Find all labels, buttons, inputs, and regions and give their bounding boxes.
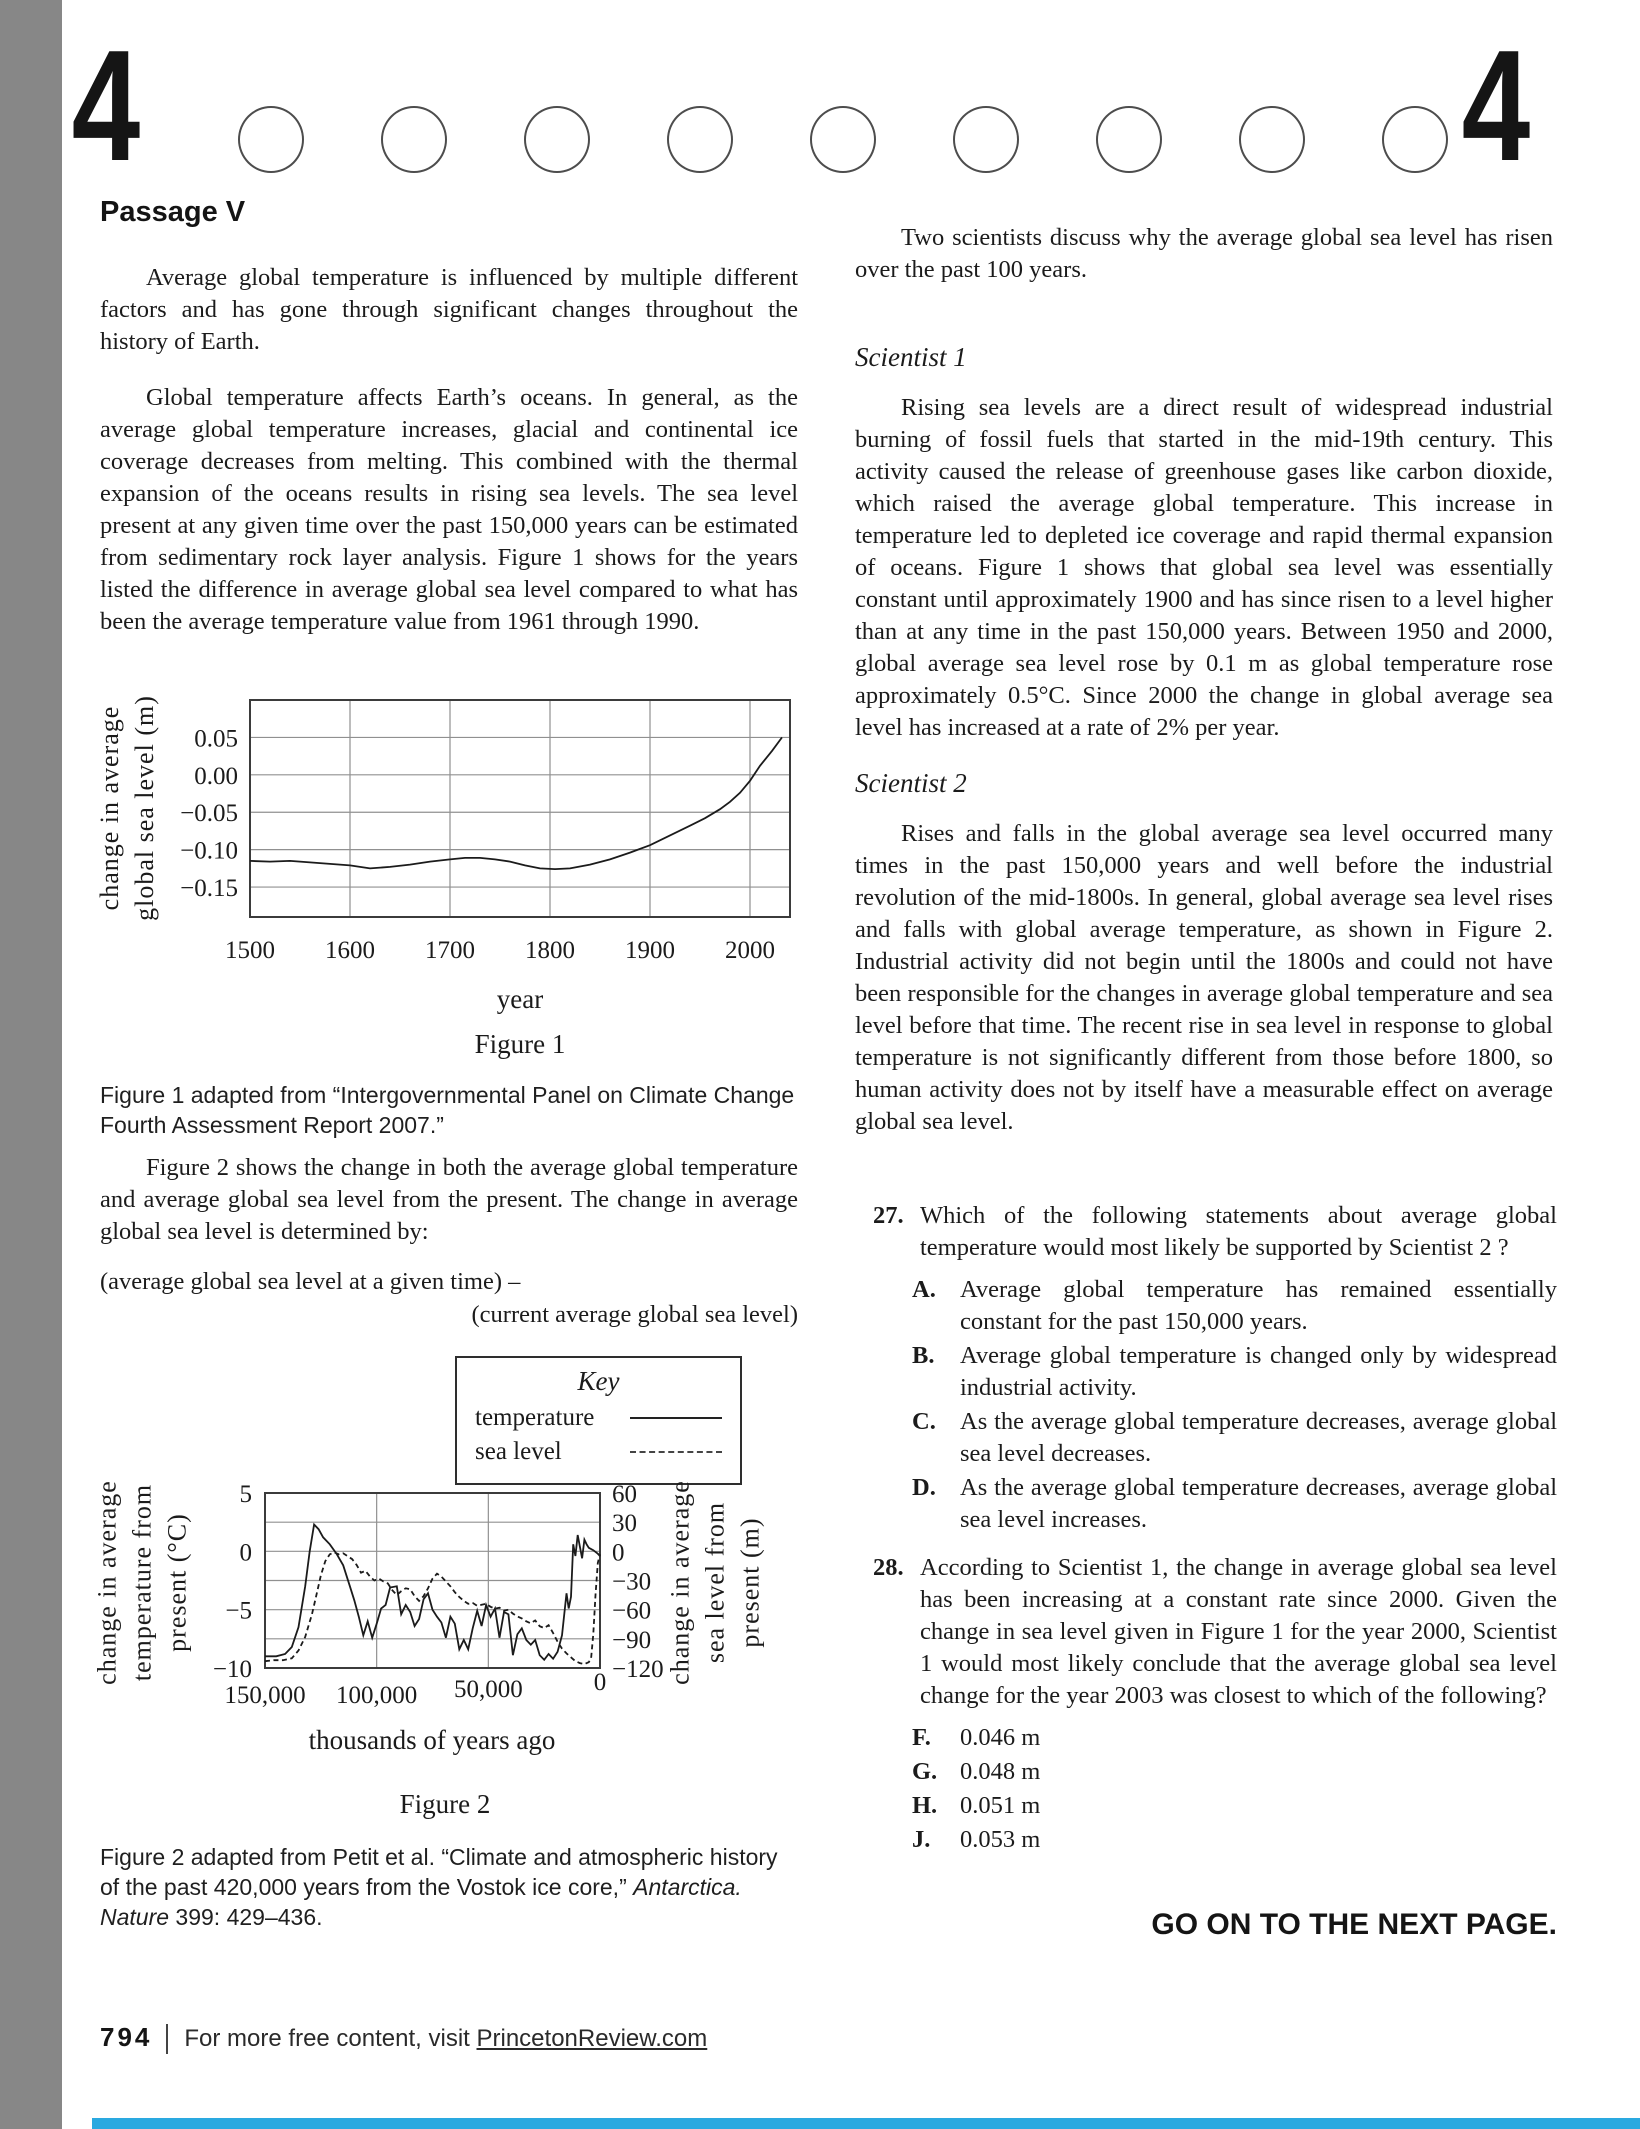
svg-text:100,000: 100,000 [336, 1682, 418, 1709]
answer-bubble [238, 106, 304, 173]
formula-line-2: (current average global sea level) [471, 1301, 798, 1328]
figure2-left-axis-line3: present (°C) [162, 1513, 192, 1652]
svg-text:1800: 1800 [525, 937, 575, 964]
choice-27-A [855, 1274, 1557, 1338]
answer-bubble [1239, 106, 1305, 173]
question-27-stem [855, 1200, 1557, 1264]
figure1-line-chart [100, 690, 800, 980]
go-on-instruction: GO ON TO THE NEXT PAGE. [1151, 1908, 1557, 1941]
svg-text:−60: −60 [612, 1597, 652, 1625]
figure1-y-axis-label-line2: global sea level (m) [130, 695, 159, 921]
figure1-y-axis-label-line1: change in average [95, 705, 124, 911]
formula-line-1: (average global sea level at a given time) – [100, 1268, 521, 1295]
scientist2-heading: Scientist 2 [855, 768, 967, 798]
svg-text:−10: −10 [212, 1656, 252, 1683]
choice-27-C-letter: C. [912, 1408, 936, 1435]
legend-label-temperature: temperature [475, 1404, 595, 1431]
answer-bubble [1096, 106, 1162, 173]
figure2-source-italic: Antarctica. Nature [100, 1874, 742, 1930]
svg-text:1900: 1900 [625, 937, 675, 964]
solid-line-sample-icon [630, 1417, 722, 1419]
passage-paragraph-2: Global temperature affects Earth’s oceans. In general, as the average global temperature increases, glacial and continental ice coverage decreases from melting. This combined with the thermal expansion of the oceans results in rising sea levels. The sea level present at any given time over the past 150,000 years can be estimated from sedimentary rock layer analysis. Figure 1 shows for the years listed the difference in average global sea level compared to what has been the average temperature value from 1961 through 1990. [100, 384, 798, 635]
answer-bubble [524, 106, 590, 173]
figure2-right-axis-line1: change in average [665, 1480, 695, 1685]
question-28-number: 28. [873, 1554, 904, 1581]
figure2-left-axis-line1: change in average [92, 1480, 122, 1685]
svg-text:5: 5 [239, 1483, 252, 1508]
question-27-number: 27. [873, 1202, 904, 1229]
choice-28-F-letter: F. [912, 1724, 931, 1751]
figure2-caption: Figure 2 [399, 1789, 491, 1819]
svg-text:0.00: 0.00 [194, 762, 238, 790]
page-number: 794 [100, 2022, 153, 2052]
answer-bubble [667, 106, 733, 173]
figure2-right-axis-label [663, 1423, 768, 1743]
svg-text:2000: 2000 [725, 937, 775, 964]
choice-27-B [855, 1340, 1557, 1404]
choice-28-H-letter: H. [912, 1792, 938, 1819]
section-number-right: 4 [1461, 18, 1531, 194]
choice-28-G-text: 0.048 m [960, 1758, 1041, 1785]
figure1-source-note: Figure 1 adapted from “Intergovernmental Panel on Climate Change Fourth Assessment Report 2007.” [100, 1082, 795, 1138]
footer-link[interactable]: PrincetonReview.com [476, 2025, 708, 2052]
section-number-left: 4 [71, 18, 141, 194]
figure1-caption: Figure 1 [474, 1029, 566, 1059]
bottom-accent-bar [92, 2118, 1640, 2129]
question-27 [855, 1200, 1557, 1536]
answer-bubble [381, 106, 447, 173]
scientists-intro: Two scientists discuss why the average global sea level has risen over the past 100 years. [855, 224, 1553, 283]
svg-text:50,000: 50,000 [453, 1676, 523, 1703]
choice-28-G [855, 1756, 1557, 1788]
figure2-source-suffix: 399: 429–436. [169, 1904, 323, 1930]
figure2-right-axis-line2: sea level from [700, 1501, 730, 1664]
svg-text:0: 0 [612, 1539, 625, 1567]
answer-bubble-row [238, 106, 1525, 172]
choice-27-C-text: As the average global temperature decreases, average global sea level decreases. [960, 1408, 1557, 1467]
figure2-source-note [100, 1842, 802, 1932]
question-27-text: Which of the following statements about average global temperature would most likely be supported by Scientist 2 ? [920, 1202, 1557, 1261]
choice-28-J-text: 0.053 m [960, 1826, 1041, 1853]
svg-text:30: 30 [612, 1510, 637, 1538]
choice-27-B-letter: B. [912, 1342, 935, 1369]
question-28-stem [855, 1552, 1557, 1712]
answer-bubble [953, 106, 1019, 173]
choice-27-A-text: Average global temperature has remained essentially constant for the past 150,000 years. [960, 1276, 1557, 1335]
passage-paragraph-1: Average global temperature is influenced by multiple different factors and has gone through significant changes throughout the history of Earth. [100, 264, 798, 355]
footer-divider [166, 2024, 168, 2054]
choice-28-J [855, 1824, 1557, 1856]
figure2-left-axis-line2: temperature from [127, 1483, 157, 1682]
choice-28-H-text: 0.051 m [960, 1792, 1041, 1819]
scientist2-paragraph: Rises and falls in the global average sea level occurred many times in the past 150,000 years and well before the industrial revolution of the mid-1800s. In general, global average sea level rises and falls with global average temperature, as shown in Figure 2. Industrial activity did not begin until the 1800s and could not have been responsible for the changes in average global temperature and sea level before that time. The recent rise in sea level in response to global temperature is not significantly different from those before 1800, so human activity does not by itself have a measurable effect on average global sea level. [855, 820, 1553, 1135]
choice-27-C [855, 1406, 1557, 1470]
choice-28-F [855, 1722, 1557, 1754]
svg-text:1500: 1500 [225, 937, 275, 964]
page-footer [100, 2022, 707, 2054]
choice-28-J-letter: J. [912, 1826, 931, 1853]
svg-text:150,000: 150,000 [224, 1682, 306, 1709]
svg-text:0: 0 [593, 1669, 607, 1696]
svg-text:1700: 1700 [425, 937, 475, 964]
legend-title: Key [577, 1366, 620, 1396]
choice-27-D-letter: D. [912, 1474, 936, 1501]
scientist1-heading: Scientist 1 [855, 342, 967, 372]
choice-28-G-letter: G. [912, 1758, 938, 1785]
svg-text:0.05: 0.05 [194, 725, 238, 753]
svg-text:−0.05: −0.05 [180, 800, 238, 828]
page-edge-tab [0, 0, 62, 2129]
choice-27-B-text: Average global temperature is changed only by widespread industrial activity. [960, 1342, 1557, 1401]
passage-paragraph-3: Figure 2 shows the change in both the average global temperature and average global sea level from the present. The change in average global sea level is determined by: [100, 1154, 798, 1245]
question-28 [855, 1552, 1557, 1856]
choice-27-A-letter: A. [912, 1276, 936, 1303]
choice-27-D-text: As the average global temperature decreases, average global sea level increases. [960, 1474, 1557, 1533]
svg-text:−90: −90 [612, 1626, 652, 1654]
choice-28-F-text: 0.046 m [960, 1724, 1041, 1751]
svg-text:−120: −120 [612, 1656, 664, 1683]
figure1-x-axis-label: year [496, 984, 544, 1014]
figure2-right-axis-line3: present (m) [735, 1517, 765, 1648]
footer-text: For more free content, visit [184, 2025, 477, 2052]
svg-text:−0.10: −0.10 [180, 837, 238, 865]
legend-label-sea-level: sea level [475, 1438, 562, 1465]
figure2-x-axis-label: thousands of years ago [308, 1725, 556, 1755]
choice-27-D [855, 1472, 1557, 1536]
svg-text:60: 60 [612, 1483, 637, 1508]
figure2-source-prefix: Figure 2 adapted from Petit et al. “Climate and atmospheric history of the past 420,000 years from the Vostok ice core,” [100, 1844, 778, 1900]
choice-28-H [855, 1790, 1557, 1822]
svg-text:−5: −5 [225, 1597, 252, 1625]
svg-text:−0.15: −0.15 [180, 875, 238, 903]
svg-text:0: 0 [239, 1539, 252, 1567]
svg-text:−30: −30 [612, 1568, 652, 1596]
answer-bubble [1382, 106, 1448, 173]
question-28-text: According to Scientist 1, the change in average global sea level has been increasing at a constant rate since 2000. Given the change in sea level given in Figure 1 for the year 2000, Scientist 1 would most likely conclude that the average global sea level change for the year 2003 was closest to which of the following? [920, 1554, 1557, 1709]
scientist1-paragraph: Rising sea levels are a direct result of widespread industrial burning of fossil fuels that started in the mid-19th century. This activity caused the release of greenhouse gases like carbon dioxide, which raised the average global temperature. This increase in temperature led to depleted ice coverage and rapid thermal expansion of oceans. Figure 1 shows that global sea level was essentially constant until approximately 1900 and has since risen to a level higher than at any time in the past 150,000 years. Between 1950 and 2000, global average sea level rose by 0.1 m as global temperature rose approximately 0.5°C. Since 2000 the change in global average sea level has increased at a rate of 2% per year. [855, 394, 1553, 741]
answer-bubble [810, 106, 876, 173]
passage-heading: Passage V [100, 196, 246, 228]
svg-text:1600: 1600 [325, 937, 375, 964]
